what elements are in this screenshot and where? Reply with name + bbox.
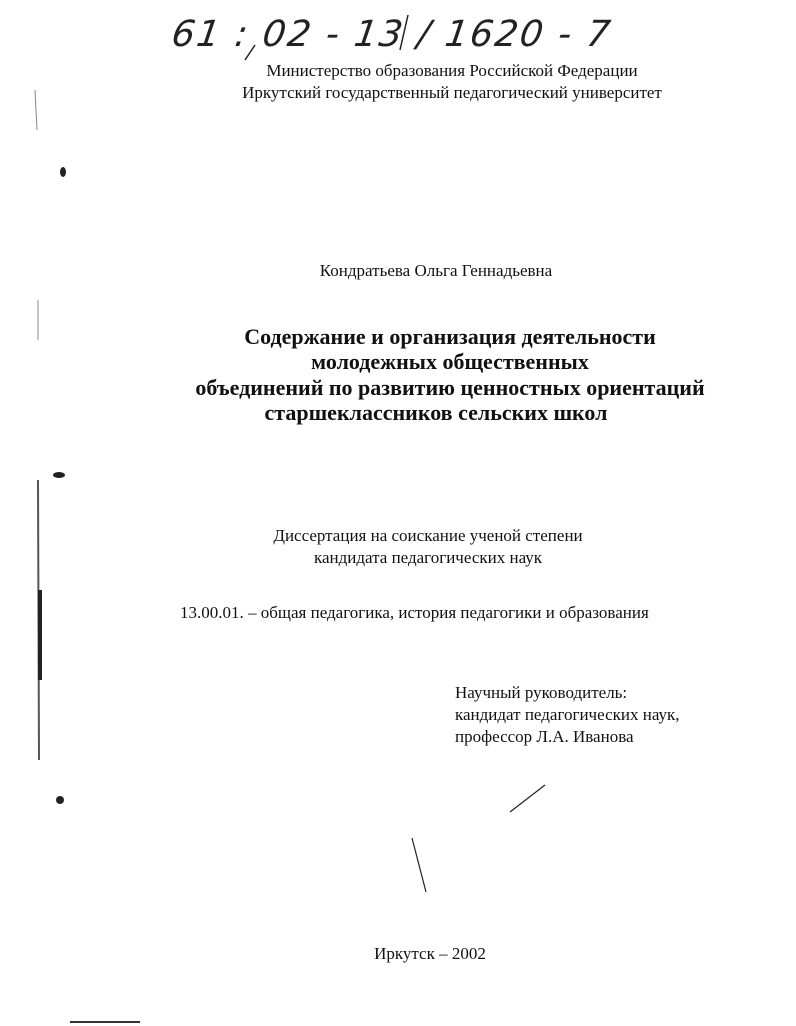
title-line-4: старшеклассников сельских школ — [264, 400, 608, 425]
author-name: Кондратьева Ольга Геннадьевна — [319, 261, 553, 280]
specialty-code: 13.00.01. – общая педагогика, история педагогики и образования — [180, 603, 649, 622]
degree-line-2: кандидата педагогических наук — [313, 548, 543, 567]
title-line-2: молодежных общественных — [311, 349, 589, 374]
archive-number-handwritten: 61 : 02 - 13 / 1620 - 7 — [169, 14, 615, 55]
supervisor-degree: кандидат педагогических наук, — [455, 705, 680, 724]
degree-line-1: Диссертация на соискание ученой степени — [273, 526, 583, 545]
city-year: Иркутск – 2002 — [374, 944, 486, 963]
supervisor-label: Научный руководитель: — [455, 683, 628, 702]
supervisor-name: профессор Л.А. Иванова — [455, 727, 634, 746]
title-line-1: Содержание и организация деятельности — [244, 324, 656, 349]
university-name: Иркутский государственный педагогический университет — [242, 83, 662, 102]
title-line-3: объединений по развитию ценностных ориентаций — [195, 375, 705, 400]
ministry-name: Министерство образования Российской Федерации — [266, 61, 638, 80]
